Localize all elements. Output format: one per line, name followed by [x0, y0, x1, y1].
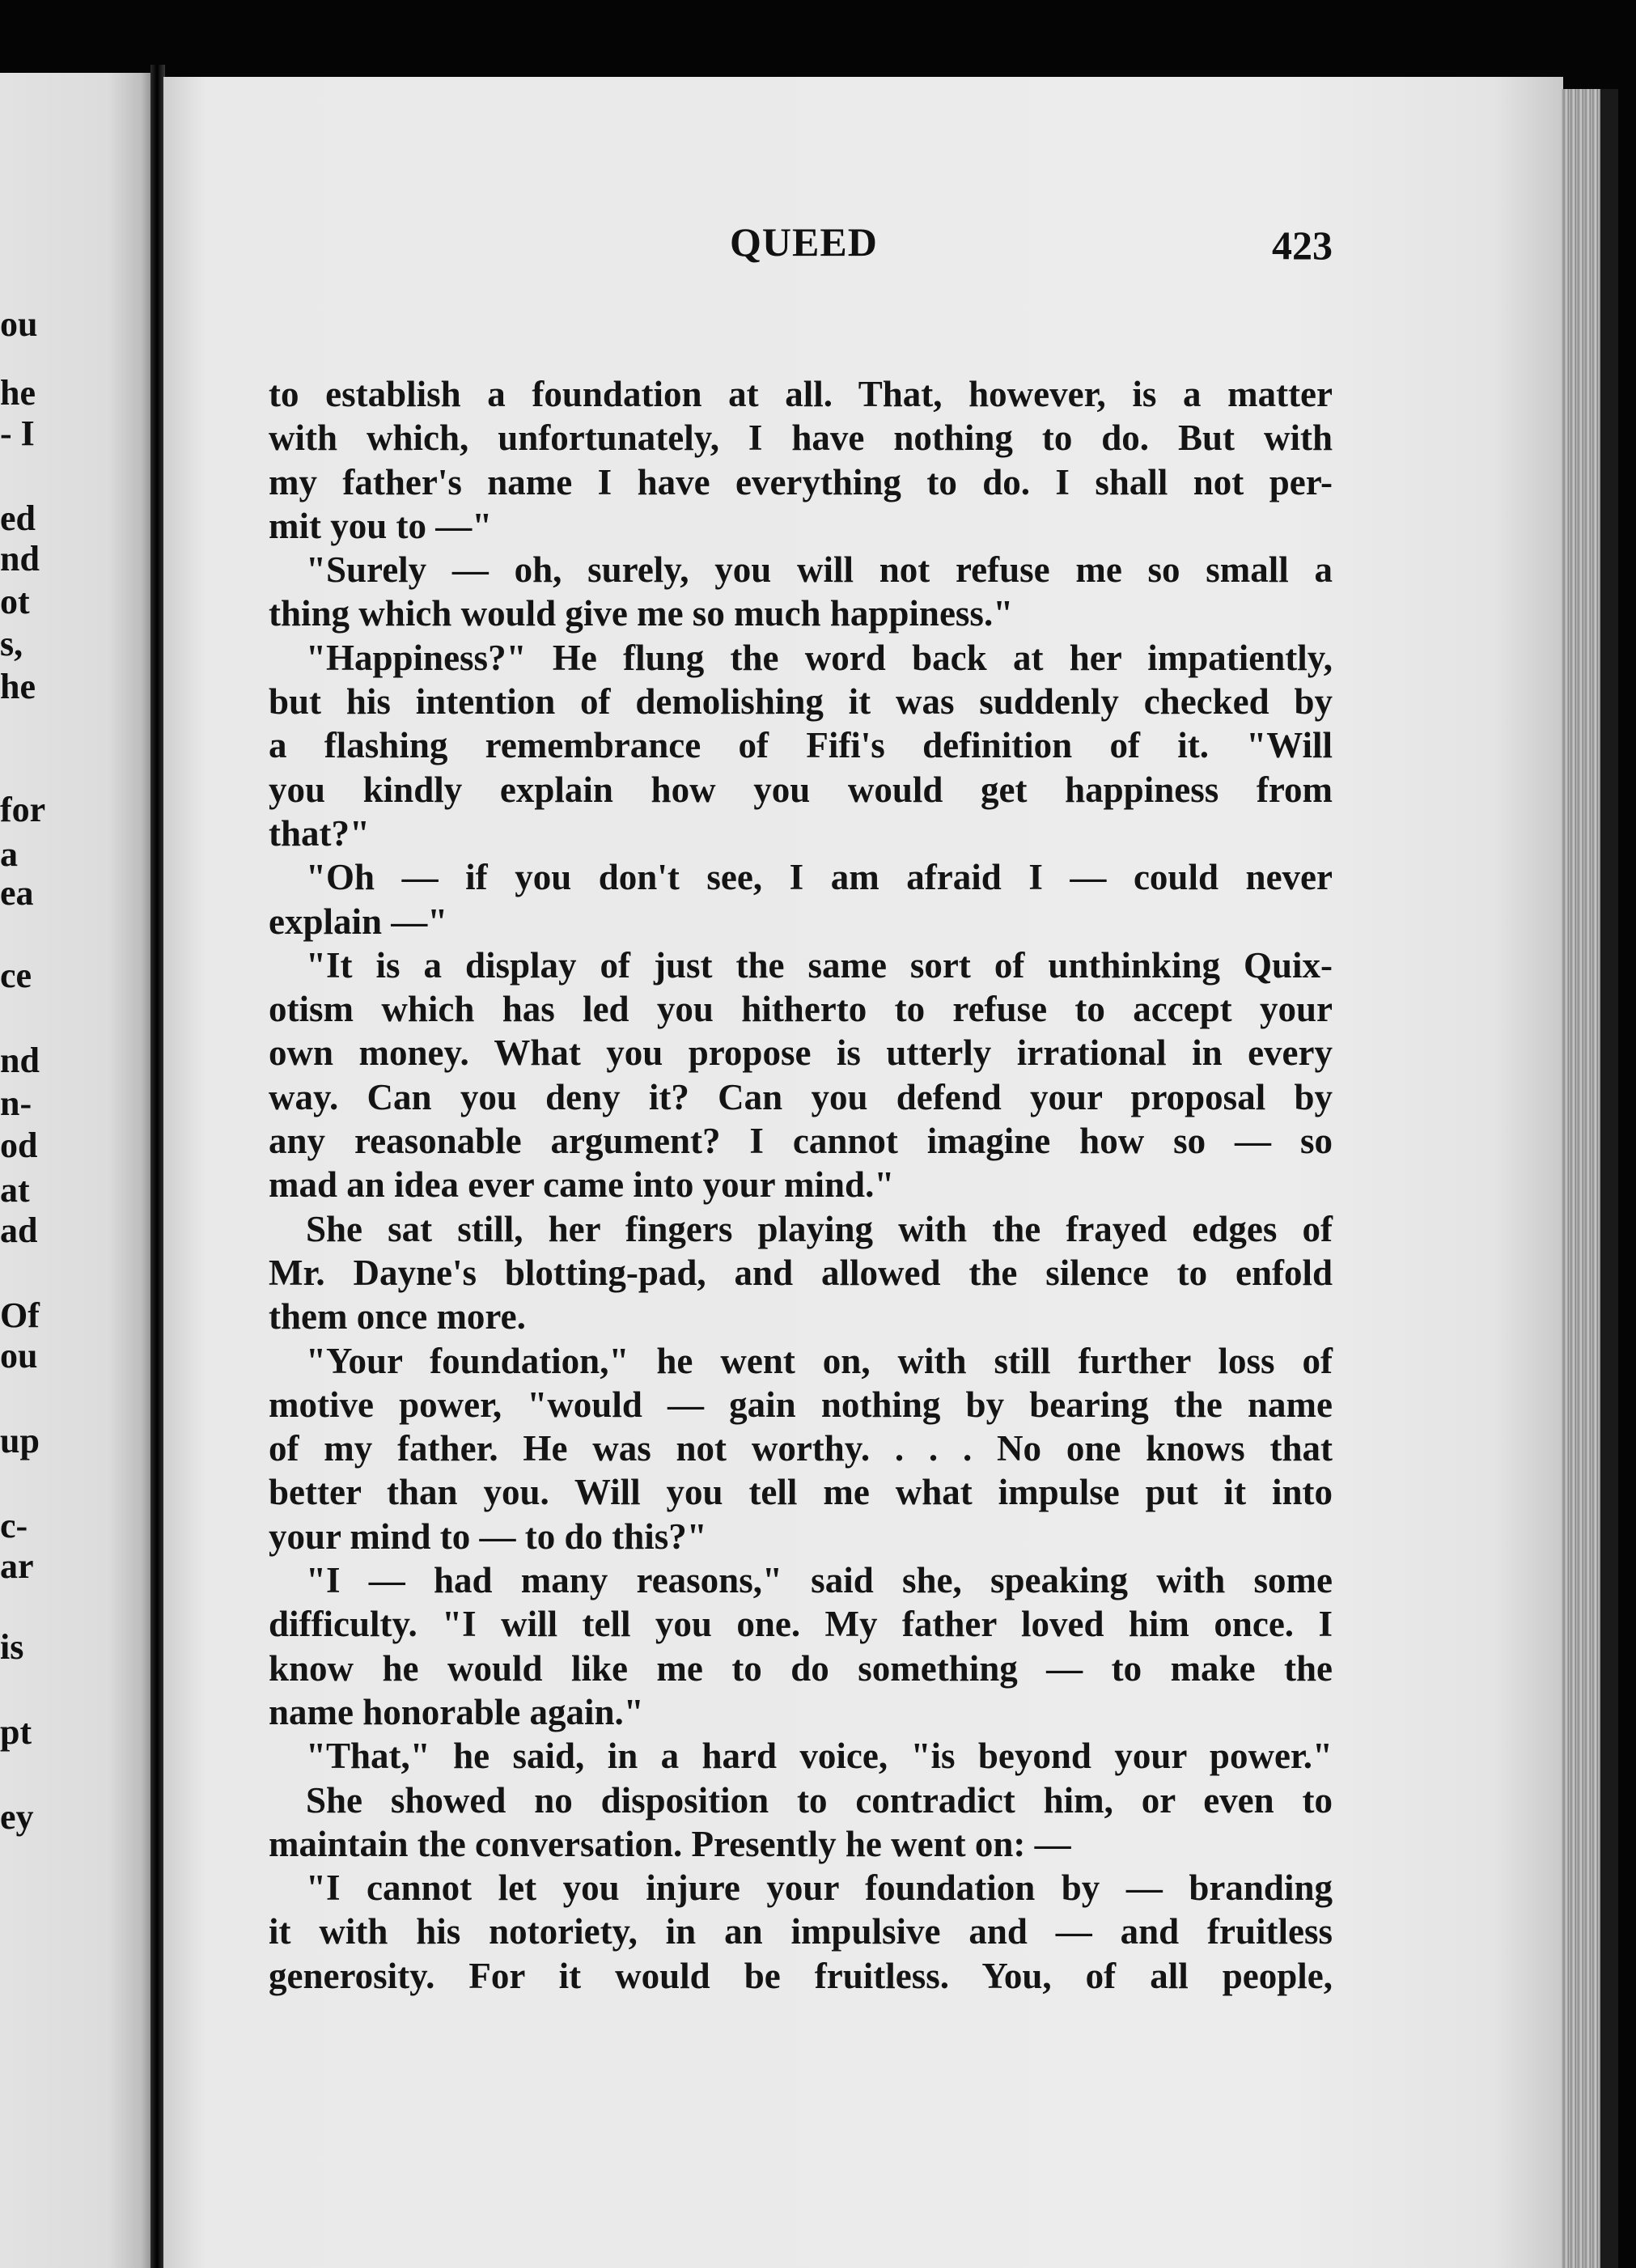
text-line: "It is a display of just the same sort of unthinking Quix- [306, 944, 1333, 986]
page-number: 423 [1272, 223, 1333, 268]
text-line: better than you. Will you tell me what impulse put it into [269, 1472, 1333, 1513]
text-line: it with his notoriety, in an impulsive and — and fruitless [269, 1911, 1333, 1952]
text-line: "I cannot let you injure your foundation by — branding [306, 1867, 1333, 1909]
running-title: QUEED [730, 219, 878, 265]
facing-page-sliver [0, 73, 154, 2268]
text-line: She sat still, her fingers playing with the frayed edges of [306, 1208, 1333, 1249]
text-line: you kindly explain how you would get happiness from [269, 769, 1333, 810]
facing-page-text-fragments [0, 73, 154, 2268]
text-line: difficulty. "I will tell you one. My father loved him once. I [269, 1604, 1333, 1645]
facing-page-fragment: c- [0, 1506, 28, 1545]
text-line: but his intention of demolishing it was suddenly checked by [269, 681, 1333, 723]
facing-page-fragment: n- [0, 1083, 32, 1123]
text-line: "Surely — oh, surely, you will not refuse me so small a [306, 549, 1333, 591]
text-line: that?" [269, 812, 370, 854]
text-line: motive power, "would — gain nothing by bearing the name [269, 1384, 1333, 1425]
facing-page-fragment: ad [0, 1210, 38, 1250]
facing-page-fragment: a [0, 834, 18, 874]
text-line: a flashing remembrance of Fifi's definition of it. "Will [269, 725, 1333, 766]
text-line: "Oh — if you don't see, I am afraid I — could never [306, 857, 1333, 898]
text-line: She showed no disposition to contradict him, or even to [306, 1779, 1333, 1821]
facing-page-fragment: nd [0, 539, 40, 579]
text-line: "Your foundation," he went on, with still further loss of [306, 1340, 1333, 1381]
facing-page-fragment: ey [0, 1797, 34, 1837]
text-line: mit you to —" [269, 505, 493, 546]
page-body-text [269, 372, 1333, 1998]
facing-page-fragment: ar [0, 1546, 34, 1586]
text-line: mad an idea ever came into your mind." [269, 1164, 895, 1206]
facing-page-fragment: up [0, 1421, 40, 1460]
facing-page-fragment: he [0, 667, 36, 706]
facing-page-fragment: ou [0, 304, 38, 344]
text-line: otism which has led you hitherto to refuse to accept your [269, 989, 1333, 1030]
facing-page-fragment: ce [0, 956, 32, 995]
text-line: "I — had many reasons," said she, speaking with some [306, 1560, 1333, 1601]
text-line: them once more. [269, 1296, 526, 1337]
text-line: name honorable again." [269, 1691, 644, 1732]
text-line: maintain the conversation. Presently he went on: — [269, 1823, 1071, 1864]
facing-page-fragment: at [0, 1170, 30, 1210]
facing-page-fragment: od [0, 1126, 38, 1165]
facing-page-fragment: nd [0, 1041, 40, 1080]
facing-page-fragment: he [0, 373, 36, 413]
text-line: "That," he said, in a hard voice, "is beyond your power." [306, 1736, 1333, 1777]
text-line: know he would like me to do something — to make the [269, 1647, 1333, 1689]
text-line: of my father. He was not worthy. . . . No one knows that [269, 1428, 1333, 1469]
text-line: thing which would give me so much happiness." [269, 593, 1014, 634]
page-header [163, 218, 1563, 283]
facing-page-fragment: s, [0, 624, 23, 663]
book-page [163, 77, 1563, 2268]
text-line: way. Can you deny it? Can you defend your proposal by [269, 1076, 1333, 1117]
text-line: own money. What you propose is utterly irrational in every [269, 1032, 1333, 1074]
facing-page-fragment: for [0, 790, 46, 829]
facing-page-fragment: pt [0, 1712, 32, 1752]
facing-page-fragment: - I [0, 413, 35, 453]
facing-page-fragment: ou [0, 1336, 38, 1376]
page-edge-shadow [1600, 89, 1618, 2268]
facing-page-fragment: is [0, 1627, 24, 1667]
text-line: any reasonable argument? I cannot imagine how so — so [269, 1121, 1333, 1162]
text-line: with which, unfortunately, I have nothing to do. But with [269, 418, 1333, 459]
facing-page-fragment: Of [0, 1295, 40, 1335]
text-line: my father's name I have everything to do. I shall not per- [269, 461, 1333, 502]
text-line: generosity. For it would be fruitless. You, of all people, [269, 1955, 1333, 1996]
text-line: "Happiness?" He flung the word back at her impatiently, [306, 637, 1333, 678]
text-line: Mr. Dayne's blotting-pad, and allowed the silence to enfold [269, 1252, 1333, 1293]
facing-page-fragment: ed [0, 498, 36, 538]
facing-page-fragment: ea [0, 873, 34, 913]
facing-page-fragment: ot [0, 582, 30, 621]
text-line: to establish a foundation at all. That, however, is a matter [269, 374, 1333, 414]
text-line: your mind to — to do this?" [269, 1516, 707, 1557]
text-line: explain —" [269, 901, 448, 942]
